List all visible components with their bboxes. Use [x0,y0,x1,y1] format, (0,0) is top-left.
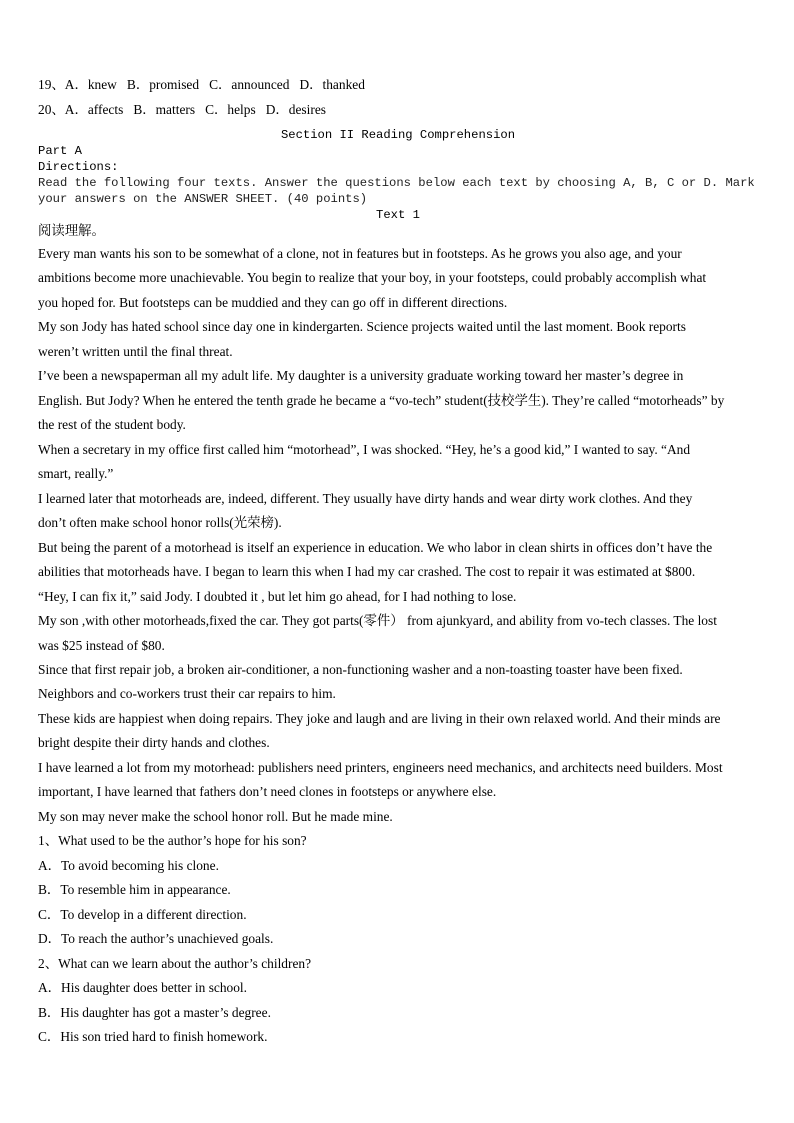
passage-line: don’t often make school honor rolls(光荣榜). [38,515,282,531]
passage-line: I’ve been a newspaperman all my adult life. My daughter is a university graduate working toward her master’s degree in [38,368,684,384]
section-title: Section II Reading Comprehension [280,128,516,142]
part-label: Part A [38,144,82,158]
passage-line: Every man wants his son to be somewhat of a clone, not in features but in footsteps. As he grows you also age, and your [38,246,682,261]
passage-line: abilities that motorheads have. I began to learn this when I had my car crashed. The cost to repair it was estimated at $800. [38,564,696,580]
passage-line: bright despite their dirty hands and clothes. [38,735,270,751]
passage-line: you hoped for. But footsteps can be muddied and they can go off in different directions. [38,294,508,310]
passage-line: My son may never make the school honor roll. But he made mine. [38,808,393,824]
passage-line: My son Jody has hated school since day one in kindergarten. Science projects waited until the last moment. Book reports [38,319,686,335]
cloze-options-19: 19、A．knew B．promised C．announced D．thanked [38,77,365,92]
passage-line: But being the parent of a motorhead is itself an experience in education. We who labor in clean shirts in offices don’t have the [38,539,713,555]
passage-line: smart, really.” [38,466,114,482]
passage-line: the rest of the student body. [38,417,186,433]
passage-line: English. But Jody? When he entered the tenth grade he became a “vo-tech” student(技校学生). They’re called “motorheads” by [38,392,725,408]
cloze-options-20: 20、A．affects B．matters C．helps D．desires [38,102,326,117]
passage-line: important, I have learned that fathers don’t need clones in footsteps or anywhere else. [38,784,497,800]
passage-line: Since that first repair job, a broken air-conditioner, a non-functioning washer and a non-toasting toaster have been fixed. [38,661,683,677]
instruction: 阅读理解。 [38,223,105,238]
passage-line: ambitions become more unachievable. You begin to realize that your boy, in your footsteps, could probably accomplish what [38,270,707,286]
passage-line: I learned later that motorheads are, indeed, different. They usually have dirty hands and wear dirty work clothes. And they [38,490,693,506]
document-header [38,77,758,239]
passage-line: When a secretary in my office first called him “motorhead”, I was shocked. “Hey, he’s a good kid,” I wanted to say. “And [38,441,691,457]
passage-line: B．His daughter has got a master’s degree. [38,1004,271,1020]
passage-line: A．To avoid becoming his clone. [38,857,219,873]
passage-line: A．His daughter does better in school. [38,980,247,996]
passage-line: My son ,with other motorheads,fixed the car. They got parts(零件） from ajunkyard, and ability from vo-tech classes. The lost [38,613,717,629]
passage-line: I have learned a lot from my motorhead: publishers need printers, engineers need mechanics, and architects need builders. Most [38,759,723,775]
directions-line: Read the following four texts. Answer the questions below each text by choosing A, B, C or D. Mark [38,176,755,190]
passage-line: weren’t written until the final threat. [38,343,233,359]
passage-line: 2、What can we learn about the author’s children? [38,955,312,971]
passage-line: These kids are happiest when doing repairs. They joke and laugh and are living in their own relaxed world. And their minds are [38,710,721,726]
passage-line: 1、What used to be the author’s hope for his son? [38,833,307,849]
passage-line: “Hey, I can fix it,” said Jody. I doubted it , but let him go ahead, for I had nothing to lose. [38,588,517,604]
passage-line: was $25 instead of $80. [38,637,165,653]
directions-label: Directions: [38,160,119,174]
passage-body [38,245,768,1052]
passage-line: B．To resemble him in appearance. [38,882,231,898]
directions-line: your answers on the ANSWER SHEET. (40 points) [38,192,368,206]
passage-line: Neighbors and co-workers trust their car repairs to him. [38,686,336,702]
passage-line: C．To develop in a different direction. [38,906,247,922]
passage-line: D．To reach the author’s unachieved goals. [38,931,274,947]
passage-line: C．His son tried hard to finish homework. [38,1029,268,1044]
text-title: Text 1 [376,208,420,222]
